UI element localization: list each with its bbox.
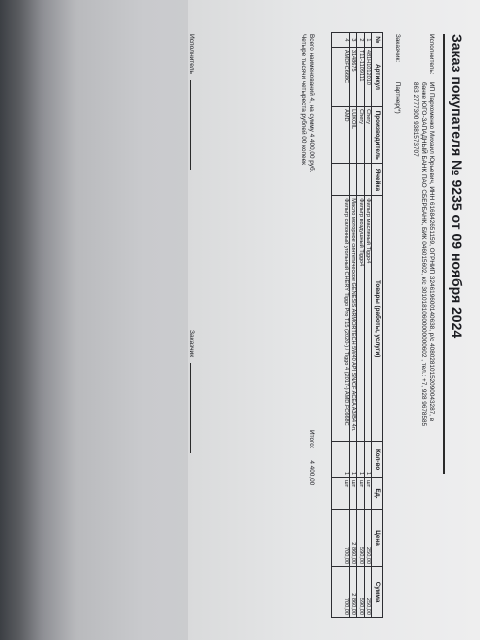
row-price: 590,00 bbox=[357, 509, 364, 566]
summary-count-line: Всего наименований 4, на сумму 4 400,00 руб. bbox=[308, 34, 315, 173]
row-price: 2 860,00 bbox=[349, 509, 356, 566]
order-document bbox=[185, 0, 465, 640]
row-cell bbox=[364, 164, 371, 196]
customer-value: Партнер(*) bbox=[394, 81, 401, 114]
table-row bbox=[357, 33, 364, 618]
summary-words-line: Четыре тысячи четыреста рублей 00 копеек bbox=[300, 34, 307, 165]
row-goods: Фильтр воздушный Tiggo4 bbox=[357, 196, 364, 442]
row-goods: Фильтр масляный Tiggo4 bbox=[364, 196, 371, 442]
row-maker: Chery bbox=[364, 107, 371, 164]
header-unit: Ед. bbox=[372, 478, 383, 510]
header-price: Цена bbox=[372, 509, 383, 566]
header-maker: Производитель bbox=[372, 107, 383, 164]
row-goods: Масло моторное синтетическое GENESIS ARMORTECH 5W40 API SN/CF ACEA A3/B4 4л. bbox=[349, 196, 356, 442]
customer-label: Заказчик: bbox=[394, 34, 401, 63]
executor-details: ИП Пархоменко Михаил Юрьевич, ИНН 616842651159, ОГРНИП 324619600140638, р/с 40802810152090043287, в банке ЮГО-ЗАПАДНЫЙ БАНК ПАО СБЕРБАНК, БИК 046015602, к/с 30101810600000000602 , тел.: +7, 928 9678585 863 2777300 9381573707 bbox=[412, 82, 435, 427]
row-cell bbox=[349, 164, 356, 196]
row-price: 700,00 bbox=[331, 509, 349, 566]
executor-block bbox=[411, 34, 435, 434]
table-row bbox=[349, 33, 356, 618]
items-table bbox=[331, 32, 383, 618]
summary-block bbox=[299, 34, 315, 173]
row-number: 4 bbox=[331, 33, 349, 48]
header-cell: Ячейка bbox=[372, 164, 383, 196]
total-value: 4 400,00 bbox=[308, 460, 315, 486]
executor-label: Исполнитель: bbox=[428, 34, 435, 75]
customer-signature-label: Заказчик bbox=[188, 330, 195, 358]
total-line bbox=[308, 430, 315, 485]
row-article: 3148675 bbox=[349, 47, 356, 106]
table-header-row bbox=[372, 33, 383, 618]
row-number: 1 bbox=[364, 33, 371, 48]
row-maker: LUKOIL bbox=[349, 107, 356, 164]
header-sum: Сумма bbox=[372, 567, 383, 618]
row-maker: Chery bbox=[357, 107, 364, 164]
executor-signature-label: Исполнитель bbox=[188, 34, 195, 74]
header-goods: Товары (работы, услуги) bbox=[372, 196, 383, 442]
signature-line bbox=[190, 80, 191, 170]
row-cell bbox=[331, 164, 349, 196]
signature-line bbox=[190, 363, 191, 453]
customer-block bbox=[394, 34, 401, 114]
row-sum: 590,00 bbox=[357, 567, 364, 618]
title-underline bbox=[444, 34, 446, 474]
header-article: Артикул bbox=[372, 47, 383, 106]
total-label: Итого: bbox=[308, 430, 315, 449]
row-sum: 2 860,00 bbox=[349, 567, 356, 618]
header-qty: Кол-во bbox=[372, 442, 383, 478]
row-number: 2 bbox=[357, 33, 364, 48]
row-unit: шт bbox=[364, 478, 371, 510]
row-article: AMDFC668C bbox=[331, 47, 349, 106]
table-row bbox=[331, 33, 349, 618]
row-sum: 700,00 bbox=[331, 567, 349, 618]
row-price: 250,00 bbox=[364, 509, 371, 566]
row-unit: шт bbox=[357, 478, 364, 510]
customer-signature bbox=[188, 330, 195, 453]
document-title: Заказ покупателя № 9235 от 09 ноября 2024 bbox=[449, 34, 465, 339]
row-article: 481H1012010 bbox=[364, 47, 371, 106]
row-qty: 1 bbox=[331, 442, 349, 478]
row-number: 3 bbox=[349, 33, 356, 48]
row-sum: 250,00 bbox=[364, 567, 371, 618]
row-maker: AMD bbox=[331, 107, 349, 164]
row-unit: шт bbox=[331, 478, 349, 510]
executor-signature bbox=[188, 34, 195, 170]
row-unit: шт bbox=[349, 478, 356, 510]
row-goods: Фильтр салонный угольный CHERY Tiggo Pro T15 (2020-) / Tiggo 4 (2017-) AMD.FC668C bbox=[331, 196, 349, 442]
row-qty: 1 bbox=[364, 442, 371, 478]
row-article: T11-1109111 bbox=[357, 47, 364, 106]
header-number: № bbox=[372, 33, 383, 48]
row-qty: 1 bbox=[357, 442, 364, 478]
row-cell bbox=[357, 164, 364, 196]
row-qty: 1 bbox=[349, 442, 356, 478]
table-row bbox=[364, 33, 371, 618]
